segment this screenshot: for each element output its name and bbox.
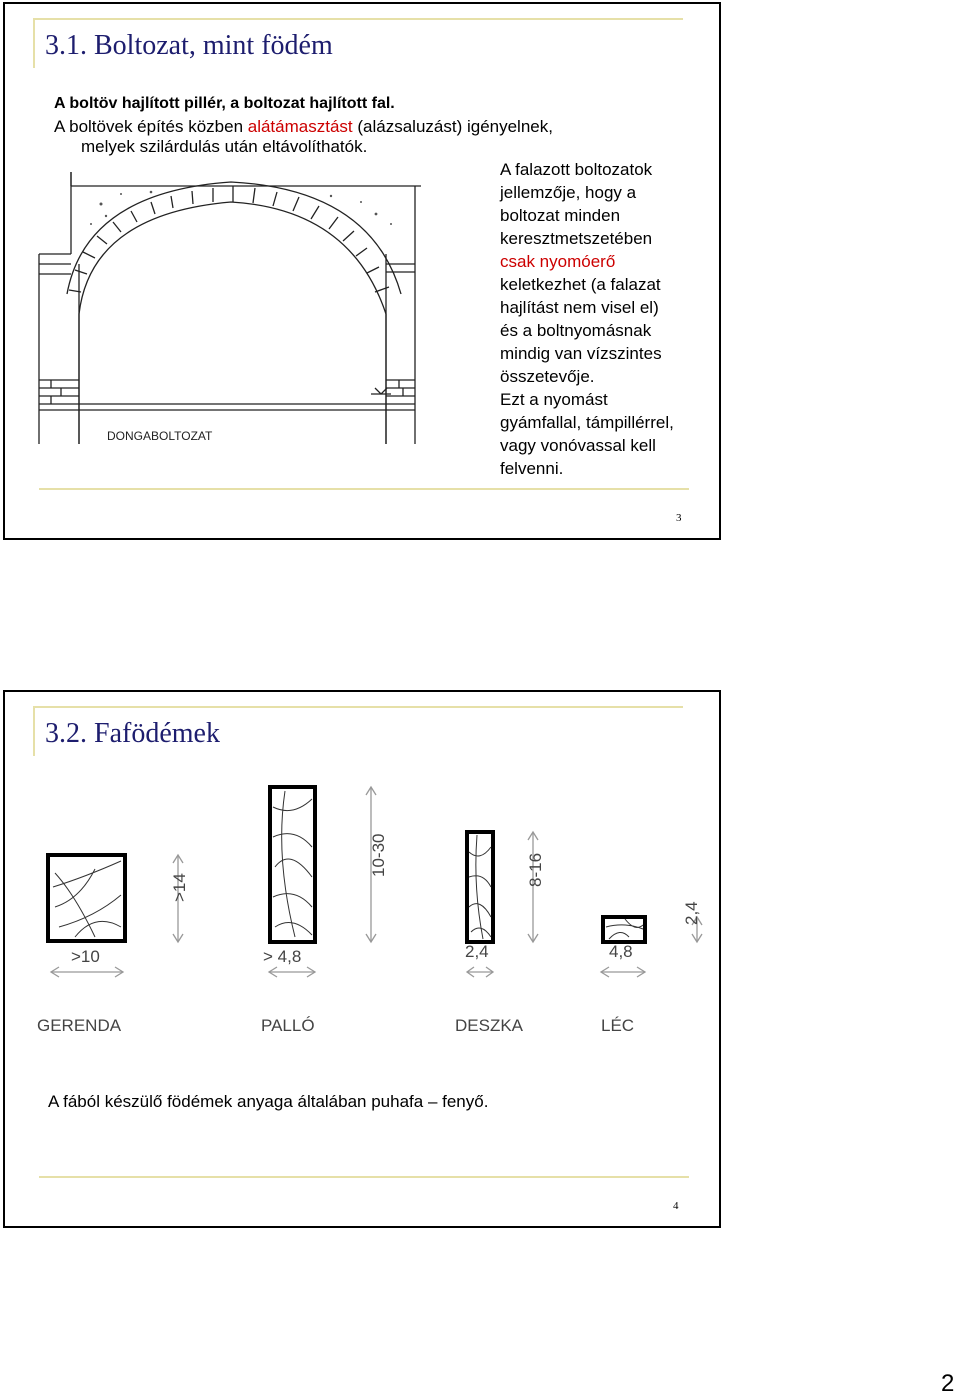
side-line: boltozat minden bbox=[500, 206, 621, 225]
timber-sections-drawing bbox=[25, 777, 705, 1037]
deszka-label: DESZKA bbox=[455, 1016, 524, 1035]
gerenda-width: >10 bbox=[71, 947, 100, 966]
side-line: mindig van vízszintes bbox=[500, 344, 662, 363]
side-line: vagy vonóvassal kell bbox=[500, 436, 656, 455]
side-line: jellemzője, hogy a bbox=[500, 183, 637, 202]
deszka-width: 2,4 bbox=[465, 942, 489, 961]
lec-height: 2,4 bbox=[682, 901, 701, 925]
intro-line-2-a: A boltövek építés közben bbox=[54, 117, 248, 136]
pallo-label: PALLÓ bbox=[261, 1016, 315, 1035]
side-line: keresztmetszetében bbox=[500, 229, 653, 248]
deszka-section bbox=[467, 832, 493, 942]
side-text bbox=[500, 158, 674, 480]
intro-line-2-highlight: alátámasztást bbox=[247, 117, 353, 136]
side-line: és a boltnyomásnak bbox=[500, 321, 652, 340]
document-page-number: 2 bbox=[941, 1370, 955, 1397]
side-line: hajlítást nem visel el) bbox=[500, 298, 659, 317]
slide-3 bbox=[3, 2, 721, 540]
left-rule bbox=[33, 706, 35, 756]
vault-label: DONGABOLTOZAT bbox=[107, 429, 213, 443]
side-line: összetevője. bbox=[500, 367, 595, 386]
lec-label: LÉC bbox=[601, 1016, 635, 1035]
intro-line-2 bbox=[54, 117, 553, 137]
side-line-highlight: csak nyomóerő bbox=[500, 252, 616, 271]
slide-page-number: 4 bbox=[673, 1200, 679, 1212]
pallo-width: > 4,8 bbox=[263, 947, 302, 966]
lec-width: 4,8 bbox=[609, 942, 633, 961]
slide-title: 3.1. Boltozat, mint födém bbox=[45, 30, 333, 61]
side-line: keletkezhet (a falazat bbox=[500, 275, 661, 294]
side-line: gyámfallal, támpillérrel, bbox=[500, 413, 674, 432]
gerenda-label: GERENDA bbox=[37, 1016, 122, 1035]
intro-line-3: melyek szilárdulás után eltávolíthatók. bbox=[81, 137, 368, 156]
top-rule bbox=[33, 18, 683, 20]
lec-section bbox=[603, 917, 645, 942]
side-line: felvenni. bbox=[500, 459, 564, 478]
slide-4 bbox=[3, 690, 721, 1228]
bottom-rule bbox=[39, 1176, 689, 1178]
gerenda-height: >14 bbox=[170, 873, 189, 902]
caption: A fából készülő födémek anyaga általában puhafa – fenyő. bbox=[48, 1092, 489, 1111]
side-line: A falazott boltozatok bbox=[500, 160, 653, 179]
left-rule bbox=[33, 18, 35, 68]
pallo-height: 10-30 bbox=[369, 833, 388, 877]
slide-title: 3.2. Fafödémek bbox=[45, 718, 220, 749]
top-rule bbox=[33, 706, 683, 708]
side-line: Ezt a nyomást bbox=[500, 390, 608, 409]
intro-line-2-b: (alázsaluzást) igényelnek, bbox=[352, 117, 553, 136]
bottom-rule bbox=[39, 488, 689, 490]
gerenda-section bbox=[48, 855, 125, 941]
slide-page-number: 3 bbox=[676, 512, 682, 524]
barrel-vault-drawing bbox=[31, 164, 421, 449]
intro-line-1: A boltöv hajlított pillér, a boltozat hajlított fal. bbox=[54, 95, 395, 112]
pallo-section bbox=[270, 787, 315, 942]
deszka-height: 8-16 bbox=[526, 852, 545, 887]
